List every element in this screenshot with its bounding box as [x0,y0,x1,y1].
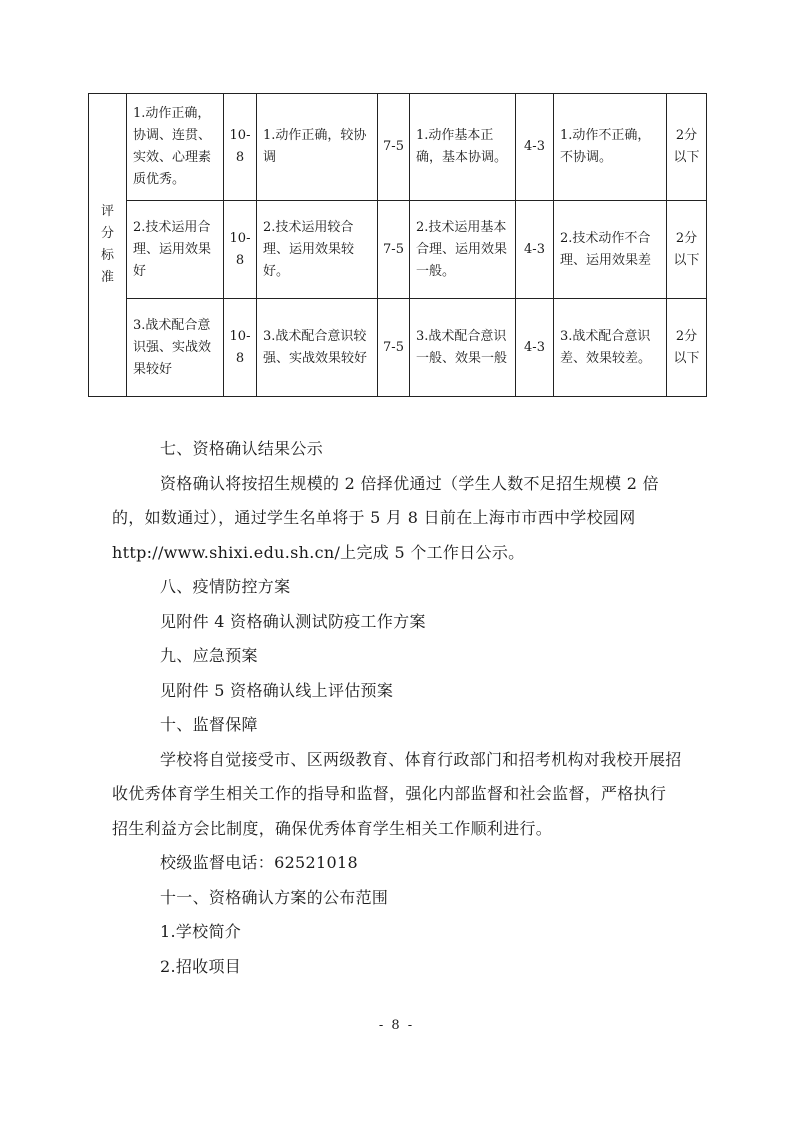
criteria-excellent: 3.战术配合意识强、实战效果较好 [127,299,224,397]
section-7-paragraph: 资格确认将按招生规模的 2 倍择优通过（学生人数不足招生规模 2 倍的，如数通过），通过学生名单将于 5 月 8 日前在上海市市西中学校园网 http://www.shixi.edu.sh.cn/上完成 5 个工作日公示。 [112,473,659,562]
criteria-poor: 3.战术配合意识差、效果较差。 [554,299,667,397]
score-range: 10-8 [224,201,257,299]
criteria-average: 2.技术运用基本合理、运用效果一般。 [410,201,516,299]
score-range: 4-3 [516,201,554,299]
criteria-poor: 1.动作不正确，不协调。 [554,94,667,201]
score-range: 4-3 [516,299,554,397]
criteria-poor: 2.技术动作不合理、运用效果差 [554,201,667,299]
page-number: - 8 - [378,1018,415,1033]
score-range: 2分以下 [667,299,707,397]
score-range: 10-8 [224,299,257,397]
score-range: 7-5 [378,201,410,299]
section-10-heading: 十、监督保障 [160,715,258,734]
score-range: 7-5 [378,299,410,397]
criteria-excellent: 1.动作正确，协调、连贯、实效、心理素质优秀。 [127,94,224,201]
criteria-average: 1.动作基本正确，基本协调。 [410,94,516,201]
table-row [89,201,707,299]
list-item: 1.学校简介 [160,922,242,941]
criteria-average: 3.战术配合意识一般、效果一般 [410,299,516,397]
section-8-paragraph: 见附件 4 资格确认测试防疫工作方案 [160,611,426,631]
section-11-heading: 十一、资格确认方案的公布范围 [160,887,389,907]
section-9-paragraph: 见附件 5 资格确认线上评估预案 [160,680,394,700]
list-item: 2.招收项目 [160,956,242,976]
section-7-heading: 七、资格确认结果公示 [160,439,324,458]
score-range: 2分以下 [667,94,707,201]
document-body [112,432,682,984]
section-8-heading: 八、疫情防控方案 [160,577,291,596]
criteria-good: 1.动作正确，较协调 [257,94,378,201]
scoring-criteria-label: 评分标准 [89,94,127,397]
score-range: 2分以下 [667,201,707,299]
section-9-heading: 九、应急预案 [160,646,258,665]
score-range: 10-8 [224,94,257,201]
supervision-phone: 校级监督电话：62521018 [160,853,358,872]
score-range: 4-3 [516,94,554,201]
table-row [89,94,707,201]
scoring-table [88,93,707,397]
criteria-good: 3.战术配合意识较强、实战效果较好 [257,299,378,397]
table-row [89,299,707,397]
score-range: 7-5 [378,94,410,201]
section-10-paragraph: 学校将自觉接受市、区两级教育、体育行政部门和招考机构对我校开展招收优秀体育学生相关工作的指导和监督，强化内部监督和社会监督，严格执行招生利益方会比制度，确保优秀体育学生相关工作顺利进行。 [112,749,682,838]
criteria-excellent: 2.技术运用合理、运用效果好 [127,201,224,299]
criteria-good: 2.技术运用较合理、运用效果较好。 [257,201,378,299]
